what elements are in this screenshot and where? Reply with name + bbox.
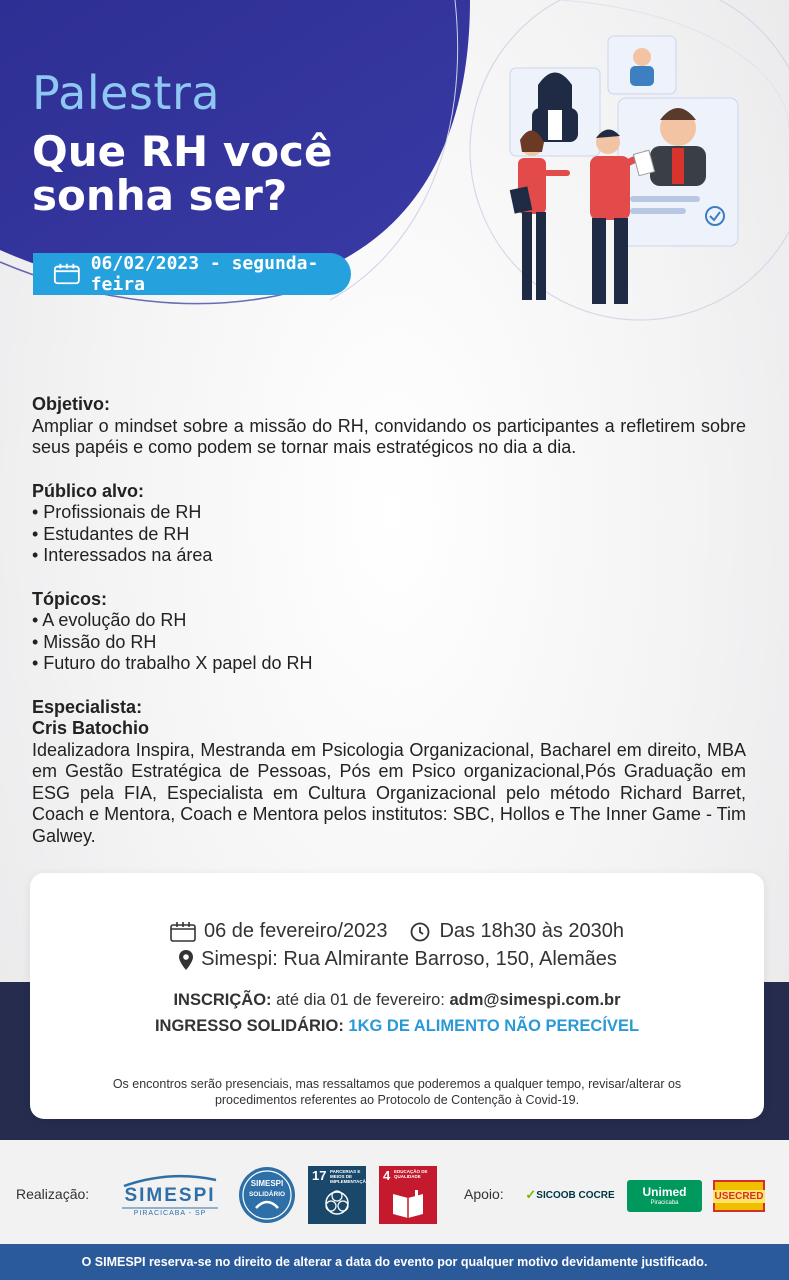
date-time-row: [30, 920, 764, 943]
registration-row: [30, 991, 764, 1010]
clock-icon: [409, 921, 431, 943]
event-title: Que RH você sonha ser?: [32, 127, 333, 220]
event-details: [32, 394, 746, 869]
disclaimer-bar: O SIMESPI reserva-se no direito de alterar a data do evento por qualquer motivo devidamente justificado.: [0, 1244, 789, 1280]
unimed-wordmark: Unimed: [642, 1184, 687, 1199]
unimed-city: Piracicaba: [650, 1199, 679, 1206]
simespi-solidario-badge: [238, 1166, 296, 1224]
event-date: 06 de fevereiro/2023: [203, 920, 388, 942]
registration-email[interactable]: adm@simespi.com.br: [449, 991, 621, 1009]
partnership-flower-icon: [308, 1166, 370, 1224]
unimed-logo: [627, 1180, 702, 1212]
solidario-bottom: SOLIDÁRIO: [248, 1191, 286, 1198]
covid-note: Os encontros serão presenciais, mas ressaltamos que poderemos a qualquer tempo, revisar/alterar os procedimentos referentes ao Protocolo de Contenção à Covid-19.: [112, 1077, 682, 1107]
ods4-badge: [379, 1166, 437, 1224]
sponsors-label: Apoio:: [464, 1186, 504, 1202]
calendar-icon: [170, 922, 196, 942]
hr-illustration: [490, 20, 760, 320]
specialist-bio: Idealizadora Inspira, Mestranda em Psicologia Organizacional, Bacharel em direito, MBA em Gestão Estratégica de Pessoas, Pós em Psico organizacional,Pós Graduação em ESG pela FIA, Especialista em Cultura Organizacional pelo método Richard Barret, Coach e Mentora, Coach e Mentora pelos institutos: SBC, Hollos e The Inner Game - Tim Galwey.: [32, 739, 746, 846]
location-pin-icon: [177, 949, 195, 971]
organizer-label: Realização:: [16, 1186, 90, 1202]
objective-section: [32, 394, 746, 459]
book-icon: [379, 1166, 437, 1224]
list-item: • Estudantes de RH: [32, 523, 190, 544]
event-location: Simespi: Rua Almirante Barroso, 150, Alemães: [201, 948, 617, 970]
ticket-row: [30, 1017, 764, 1036]
ods17-number: 17: [312, 1168, 327, 1183]
list-item: • Profissionais de RH: [32, 502, 202, 522]
ticket-label: INGRESSO SOLIDÁRIO:: [154, 1017, 349, 1035]
objective-text: Ampliar o mindset sobre a missão do RH, convidando os participantes a refletirem sobre seus papéis e como podem se tornar mais estratégicos no dia a dia.: [32, 415, 746, 457]
event-time: Das 18h30 às 2030h: [439, 920, 625, 942]
topics-heading: Tópicos:: [32, 588, 107, 609]
usecred-logo: [713, 1180, 765, 1212]
audience-section: [32, 481, 746, 567]
registration-label: INSCRIÇÃO:: [173, 991, 272, 1009]
ods17-text: PARCERIAS E MEIOS DE IMPLEMENTAÇÃO: [330, 1169, 370, 1184]
date-pill-text: 06/02/2023 - segunda-feira: [90, 253, 319, 295]
topics-section: [32, 589, 746, 675]
audience-heading: Público alvo:: [32, 480, 145, 501]
sicoob-check-icon: ✓: [525, 1187, 537, 1202]
list-item: • Missão do RH: [32, 631, 157, 652]
ods4-text: EDUCAÇÃO DE QUALIDADE: [394, 1169, 428, 1179]
list-item: • A evolução do RH: [32, 610, 187, 630]
specialist-name: Cris Batochio: [32, 718, 150, 738]
specialist-section: [32, 697, 746, 848]
info-card: [30, 873, 764, 1119]
calendar-icon: [53, 262, 81, 286]
registration-text: até dia 01 de fevereiro:: [271, 991, 450, 1009]
date-pill: [33, 253, 351, 295]
ticket-value: 1KG DE ALIMENTO NÃO PERECÍVEL: [348, 1017, 640, 1035]
sicoob-wordmark: SICOOB COCRE: [536, 1189, 615, 1201]
location-row: [30, 948, 764, 971]
list-item: • Interessados na área: [32, 545, 213, 565]
simespi-city: PIRACICABA - SP: [133, 1210, 207, 1217]
list-item: • Futuro do trabalho X papel do RH: [32, 653, 313, 673]
usecred-wordmark: USECRED: [714, 1190, 764, 1202]
simespi-logo: [118, 1172, 222, 1220]
ods17-badge: [308, 1166, 370, 1224]
objective-heading: Objetivo:: [32, 394, 111, 414]
solidario-top: SIMESPI: [250, 1179, 284, 1188]
specialist-heading: Especialista:: [32, 696, 143, 717]
event-kicker: Palestra: [32, 66, 221, 120]
ods4-number: 4: [383, 1168, 391, 1183]
sicoob-logo: [524, 1180, 616, 1210]
simespi-wordmark: SIMESPI: [124, 1185, 216, 1206]
